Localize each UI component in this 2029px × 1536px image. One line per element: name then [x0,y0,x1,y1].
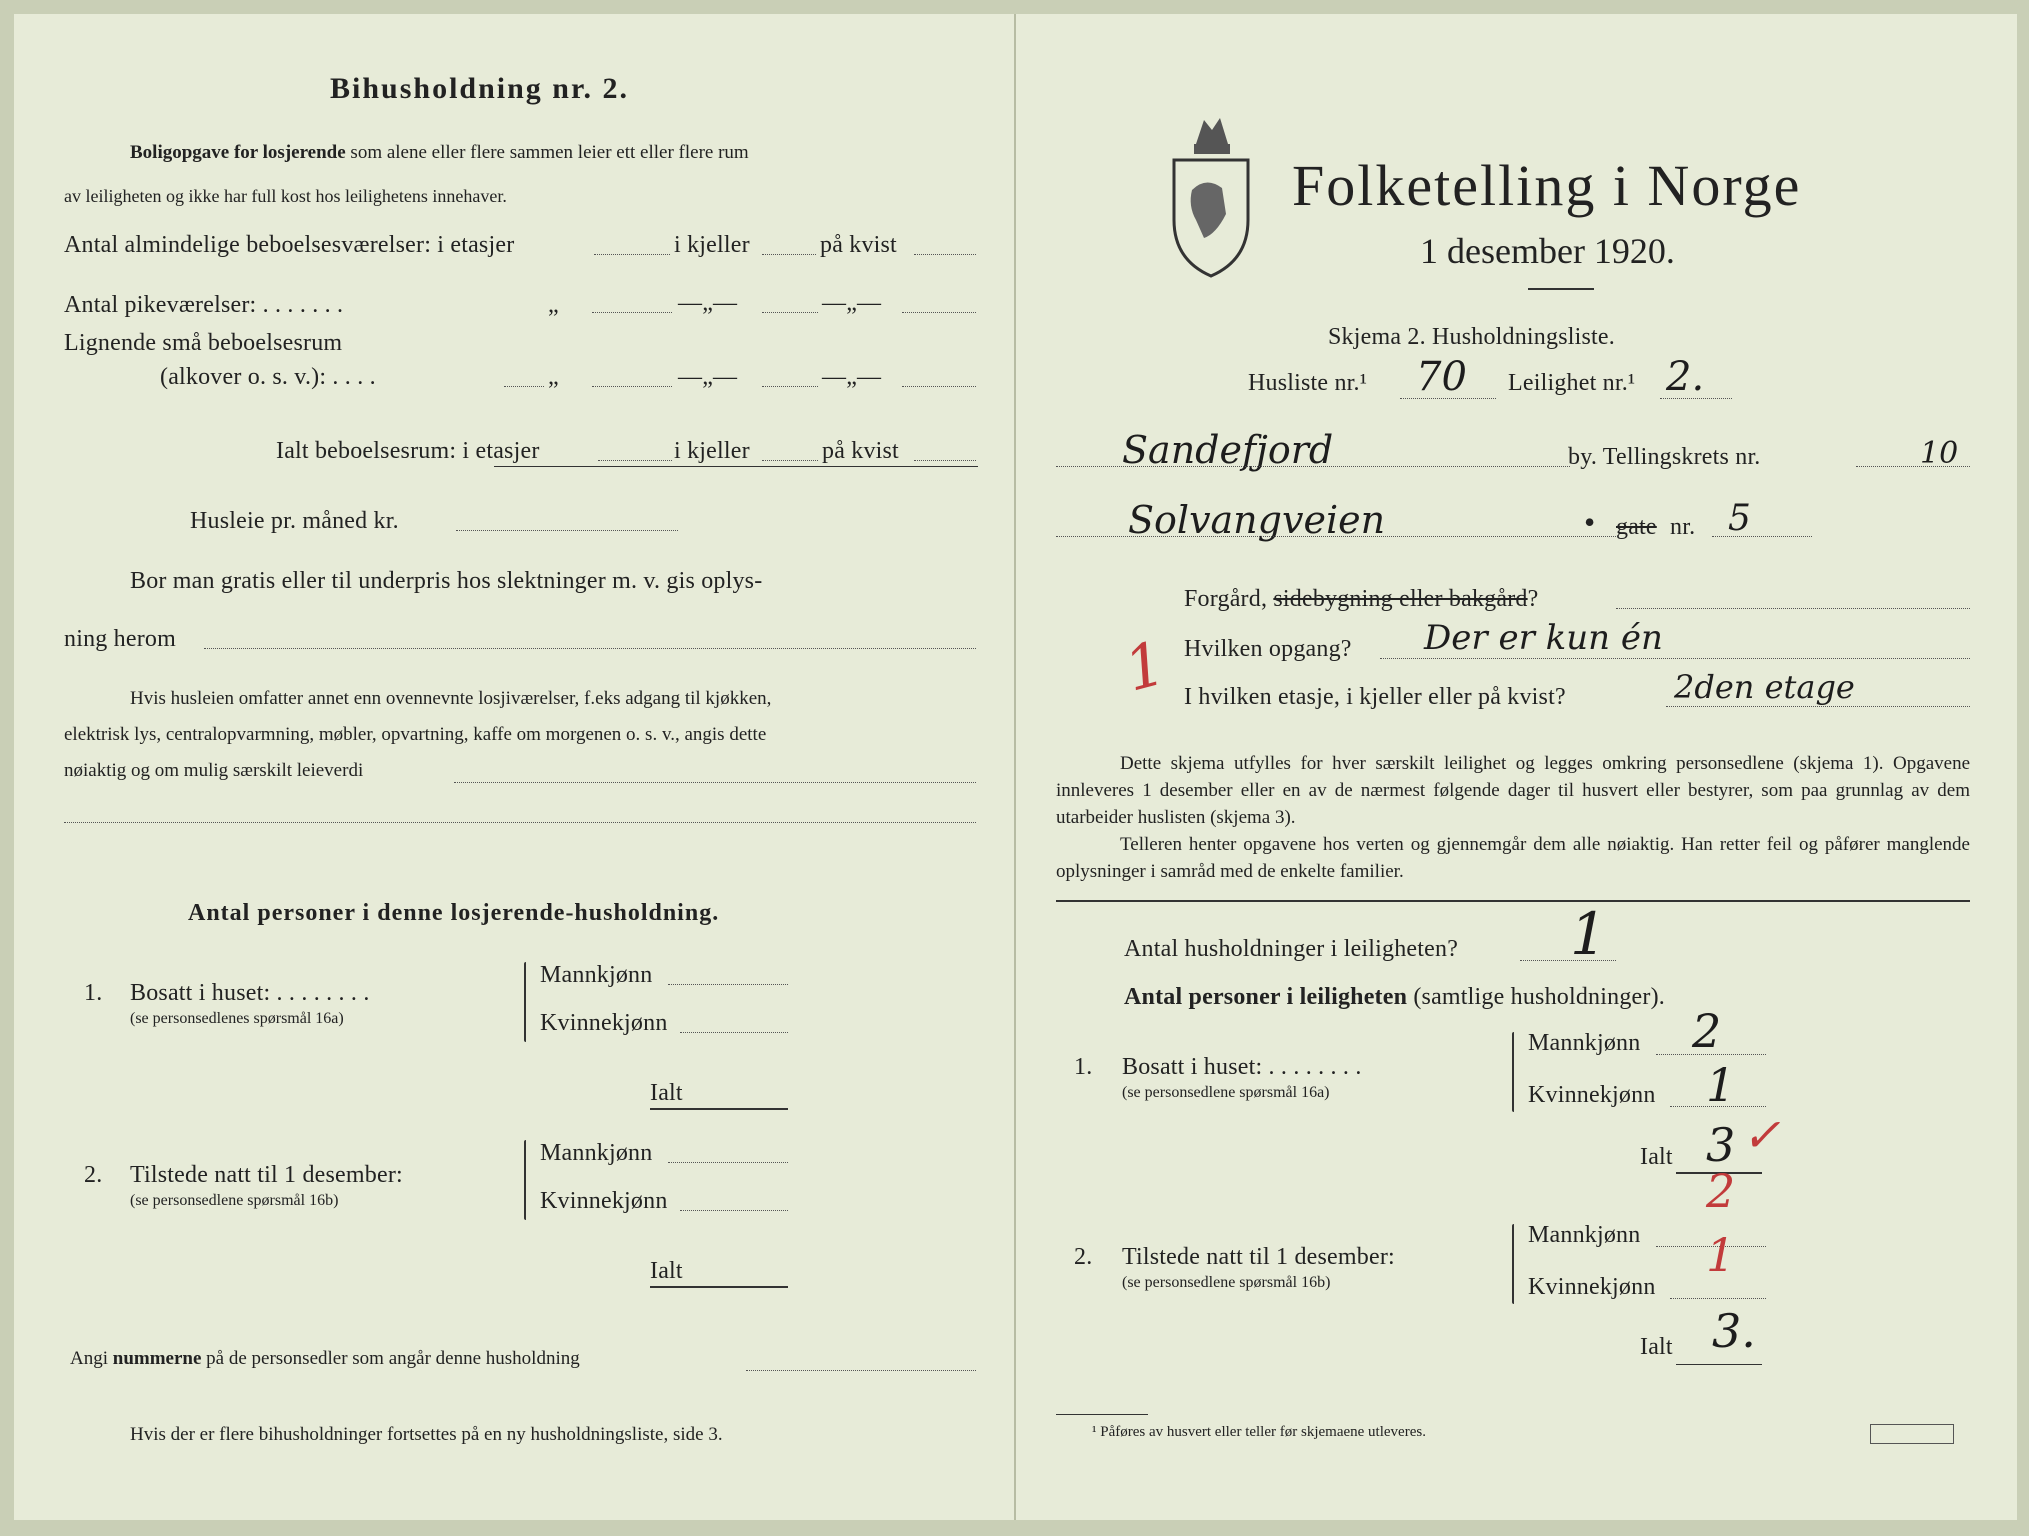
left-q2-sub: (se personsedlene spørsmål 16b) [130,1192,339,1209]
left-q2-kvinne-label: Kvinnekjønn [540,1188,668,1214]
angi-text: Angi nummerne på de personsedler som angår denne husholdning [70,1348,580,1369]
right-q2-num: 2. [1074,1244,1093,1270]
right-q1-kvinne-value: 1 [1706,1058,1736,1112]
right-q2-kvinne-field[interactable] [1670,1298,1766,1299]
right-q2-label: Tilstede natt til 1 desember: [1122,1244,1395,1270]
intro-line2: av leiligheten og ikke har full kost hos leilighetens innehaver. [64,186,507,206]
right-q2-mann-label: Mannkjønn [1528,1222,1641,1248]
left-title: Bihusholdning nr. 2. [330,72,630,105]
krets-field[interactable] [1856,466,1970,467]
right-q1-mann-field[interactable] [1656,1054,1766,1055]
leilighet-value: 2. [1666,354,1705,400]
right-q1-ialt-label: Ialt [1640,1144,1673,1170]
instructions-2: Telleren henter opgavene hos verten og gjennemgår dem alle nøiaktig. Han retter feil og påfører manglende oplysninger i samråd med de enkelte familier. [1056,834,1970,882]
leieverdi-field[interactable] [454,782,976,783]
left-q1-brace [524,962,526,1042]
title-rule [1528,288,1594,290]
left-q2-label: Tilstede natt til 1 desember: [130,1162,403,1188]
ditto-dash-1: —„— [678,290,738,316]
street-dot: • [1584,504,1596,540]
coat-of-arms-icon [1166,110,1256,280]
right-q2-kvinne-label: Kvinnekjønn [1528,1274,1656,1300]
right-q2-sub: (se personsedlene spørsmål 16b) [1122,1274,1331,1291]
pikevaerelser-label: Antal pikeværelser: . . . . . . . [64,292,344,318]
etasje-label: I hvilken etasje, i kjeller eller på kvist? [1184,684,1566,710]
leilighet-field[interactable] [1660,398,1732,399]
antal-pers-heading: Antal personer i leiligheten (samtlige husholdninger). [1124,984,1665,1010]
krets-value: 10 [1920,436,1959,471]
left-q1-num: 1. [84,980,103,1006]
ditto-mark-2: „ [548,364,559,390]
bor-field[interactable] [204,648,976,649]
ialt-kvist-label: på kvist [822,438,899,464]
ialt-kvist-field[interactable] [914,460,976,461]
rooms-kvist-field[interactable] [914,254,976,255]
forgaard-field[interactable] [1616,608,1970,609]
opgang-label: Hvilken opgang? [1184,636,1352,662]
husliste-value: 70 [1416,354,1467,400]
city-field[interactable] [1056,466,1570,467]
check-mark-icon: ✓ [1742,1108,1781,1162]
rooms-kvist-label: på kvist [820,232,897,258]
instructions-1: Dette skjema utfylles for hver særskilt leilighet og legges omkring personsedlene (skjema 1). Opgavene innleveres 1 desember eller en av de nærmest følgende dager til husvert eller bestyrer, som paa grunnlag av dem utarbeider huslisten (skjema 3). [1056,753,1970,828]
right-q1-kvinne-field[interactable] [1670,1106,1766,1107]
left-q2-num: 2. [84,1162,103,1188]
left-q2-kvinne-field[interactable] [680,1210,788,1211]
left-q2-ialt-label: Ialt [650,1258,683,1284]
alkover-field-2[interactable] [762,386,818,387]
right-page [1014,14,2017,1520]
ditto-dash-3: —„— [678,364,738,390]
right-q1-ialt-value: 3 [1706,1118,1736,1172]
antal-hush-value: 1 [1570,900,1607,968]
left-q2-ialt-field[interactable] [650,1286,788,1288]
right-q2-ialt-value: 3. [1712,1304,1756,1358]
left-q1-ialt-label: Ialt [650,1080,683,1106]
right-q1-mann-label: Mannkjønn [1528,1030,1641,1056]
ialt-kjeller-field[interactable] [762,460,818,461]
by-label: by. Tellingskrets nr. [1568,444,1761,470]
gate-strike: gate [1616,514,1657,540]
antal-hush-label: Antal husholdninger i leiligheten? [1124,936,1459,962]
gate-field[interactable] [1712,536,1812,537]
husliste-label: Husliste nr.¹ [1248,370,1368,396]
right-q1-brace [1512,1032,1514,1112]
ialt-rooms-label: Ialt beboelsesrum: i etasjer [276,438,540,464]
left-q2-brace [524,1140,526,1220]
ialt-kjeller-label: i kjeller [674,438,750,464]
left-q1-mann-field[interactable] [668,984,788,985]
etasje-field[interactable] [1666,706,1970,707]
footnote-rule [1056,1414,1148,1415]
lignende-label: Lignende små beboelsesrum [64,330,343,356]
husliste-field[interactable] [1400,398,1496,399]
pike-field-3[interactable] [902,312,976,313]
alkover-field-3[interactable] [902,386,976,387]
right-q1-num: 1. [1074,1054,1093,1080]
right-q1-kvinne-label: Kvinnekjønn [1528,1082,1656,1108]
intro-line1: Boligopgave for losjerende som alene eller flere sammen leier ett eller flere rum [130,142,749,163]
angi-field[interactable] [746,1370,976,1371]
bor-text2: ning herom [64,626,176,652]
etasje-value: 2den etage [1674,668,1855,706]
rooms-label: Antal almindelige beboelsesværelser: i etasjer [64,232,515,258]
antal-personer-heading: Antal personer i denne losjerende-husholdning. [188,900,720,926]
alkover-label: (alkover o. s. v.): . . . . [160,364,376,390]
gate-value: 5 [1728,498,1751,539]
hvis-text3: nøiaktig og om mulig særskilt leieverdi [64,760,364,781]
left-q2-mann-field[interactable] [668,1162,788,1163]
ditto-mark: „ [548,292,559,318]
ditto-dash-2: —„— [822,290,882,316]
city-value: Sandefjord [1122,428,1334,472]
opgang-field[interactable] [1380,658,1970,659]
husleie-field[interactable] [456,530,678,531]
hvis-text2: elektrisk lys, centralopvarmning, møbler, opvartning, kaffe om morgenen o. s. v., angis dette [64,724,767,745]
alkover-field-0[interactable] [504,386,544,387]
antal-hush-field[interactable] [1520,960,1616,961]
ditto-dash-4: —„— [822,364,882,390]
left-q1-label: Bosatt i huset: . . . . . . . . [130,980,370,1006]
right-q2-ialt-field[interactable] [1676,1364,1762,1365]
left-q2-mann-label: Mannkjønn [540,1140,653,1166]
alkover-field-1[interactable] [592,386,672,387]
pike-field-1[interactable] [592,312,672,313]
printer-stamp [1870,1424,1954,1444]
right-q2-ialt-label: Ialt [1640,1334,1673,1360]
bor-text: Bor man gratis eller til underpris hos slektninger m. v. gis oplys- [130,568,763,594]
left-q1-kvinne-label: Kvinnekjønn [540,1010,668,1036]
left-q1-ialt-field[interactable] [650,1108,788,1110]
leieverdi-field-2[interactable] [64,822,976,823]
left-q1-kvinne-field[interactable] [680,1032,788,1033]
margin-mark: 1 [1117,628,1173,706]
right-q2-kvinne-value: 1 [1706,1228,1736,1282]
right-q1-sub: (se personsedlene spørsmål 16a) [1122,1084,1330,1101]
skjema-label: Skjema 2. Husholdningsliste. [1328,324,1615,350]
right-q2-mann-value: 2 [1706,1164,1736,1218]
left-page [14,14,1014,1520]
right-date: 1 desember 1920. [1420,231,1675,271]
leilighet-label: Leilighet nr.¹ [1508,370,1636,396]
gate-nr-label: nr. [1670,514,1696,540]
right-title: Folketelling i Norge [1292,153,1802,218]
right-footnote: ¹ Påføres av husvert eller teller før skjemaene utleveres. [1092,1424,1426,1440]
hvis-text: Hvis husleien omfatter annet enn ovennevnte losjiværelser, f.eks adgang til kjøkken, [130,688,772,709]
ialt-etasjer-field[interactable] [598,460,672,461]
section-rule [1056,900,1970,902]
pike-field-2[interactable] [762,312,818,313]
left-q1-sub: (se personsedlenes spørsmål 16a) [130,1010,344,1027]
street-field[interactable] [1056,536,1616,537]
opgang-value: Der er kun én [1424,618,1663,658]
right-q2-brace [1512,1224,1514,1304]
rooms-kjeller-label: i kjeller [674,232,750,258]
right-q1-mann-value: 2 [1692,1004,1722,1058]
forgaard-label: Forgård, sidebygning eller bakgård? [1184,586,1539,612]
rooms-kjeller-field[interactable] [762,254,816,255]
street-value: Solvangveien [1128,498,1386,542]
right-q1-label: Bosatt i huset: . . . . . . . . [1122,1054,1362,1080]
husleie-label: Husleie pr. måned kr. [190,508,399,534]
left-q1-mann-label: Mannkjønn [540,962,653,988]
rooms-etasjer-field[interactable] [594,254,670,255]
left-footer: Hvis der er flere bihusholdninger fortsettes på en ny husholdningsliste, side 3. [130,1424,723,1445]
ialt-underline [494,466,978,467]
